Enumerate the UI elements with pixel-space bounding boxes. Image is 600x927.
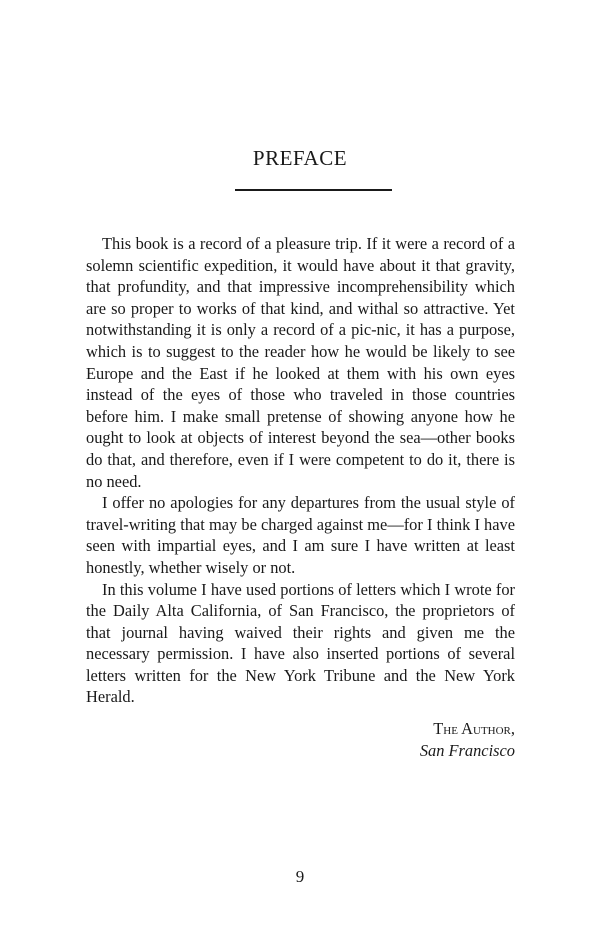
title-rule (235, 189, 392, 191)
page-number: 9 (295, 867, 305, 886)
paragraph-1: This book is a record of a pleasure trip. If it were a record of a solemn scientific expedition, it would have about it that gravity, that profundity, and that impressive incomprehensibility which are so proper to works of that kind, and withal so attractive. Yet notwithstanding it is only a record of a pic-nic, it has a purpose, which is to suggest to the reader how he would be likely to see Europe and the East if he looked at them with his own eyes instead of the eyes of those who traveled in those countries before him. I make small pretense of showing anyone how he ought to look at objects of interest beyond the sea—other books do that, and therefore, even if I were competent to do it, there is no need. (86, 234, 515, 491)
page-title: PREFACE (252, 146, 348, 170)
paragraph-2: I offer no apologies for any departures from the usual style of travel-writing that may be charged against me—for I think I have seen with impartial eyes, and I am sure I have written at least honestly, whether wisely or not. (86, 493, 515, 577)
signature-name: The Author, (433, 719, 515, 738)
paragraph-3: In this volume I have used portions of letters which I wrote for the Daily Alta California, of San Francisco, the proprietors of that journal having waived their rights and given me the necessary permission. I have also inserted portions of several letters written for the New York Tribune and the New York Herald. (86, 579, 515, 707)
preface-body (86, 233, 515, 708)
signature-block (300, 718, 515, 762)
signature-place: San Francisco (419, 741, 515, 760)
